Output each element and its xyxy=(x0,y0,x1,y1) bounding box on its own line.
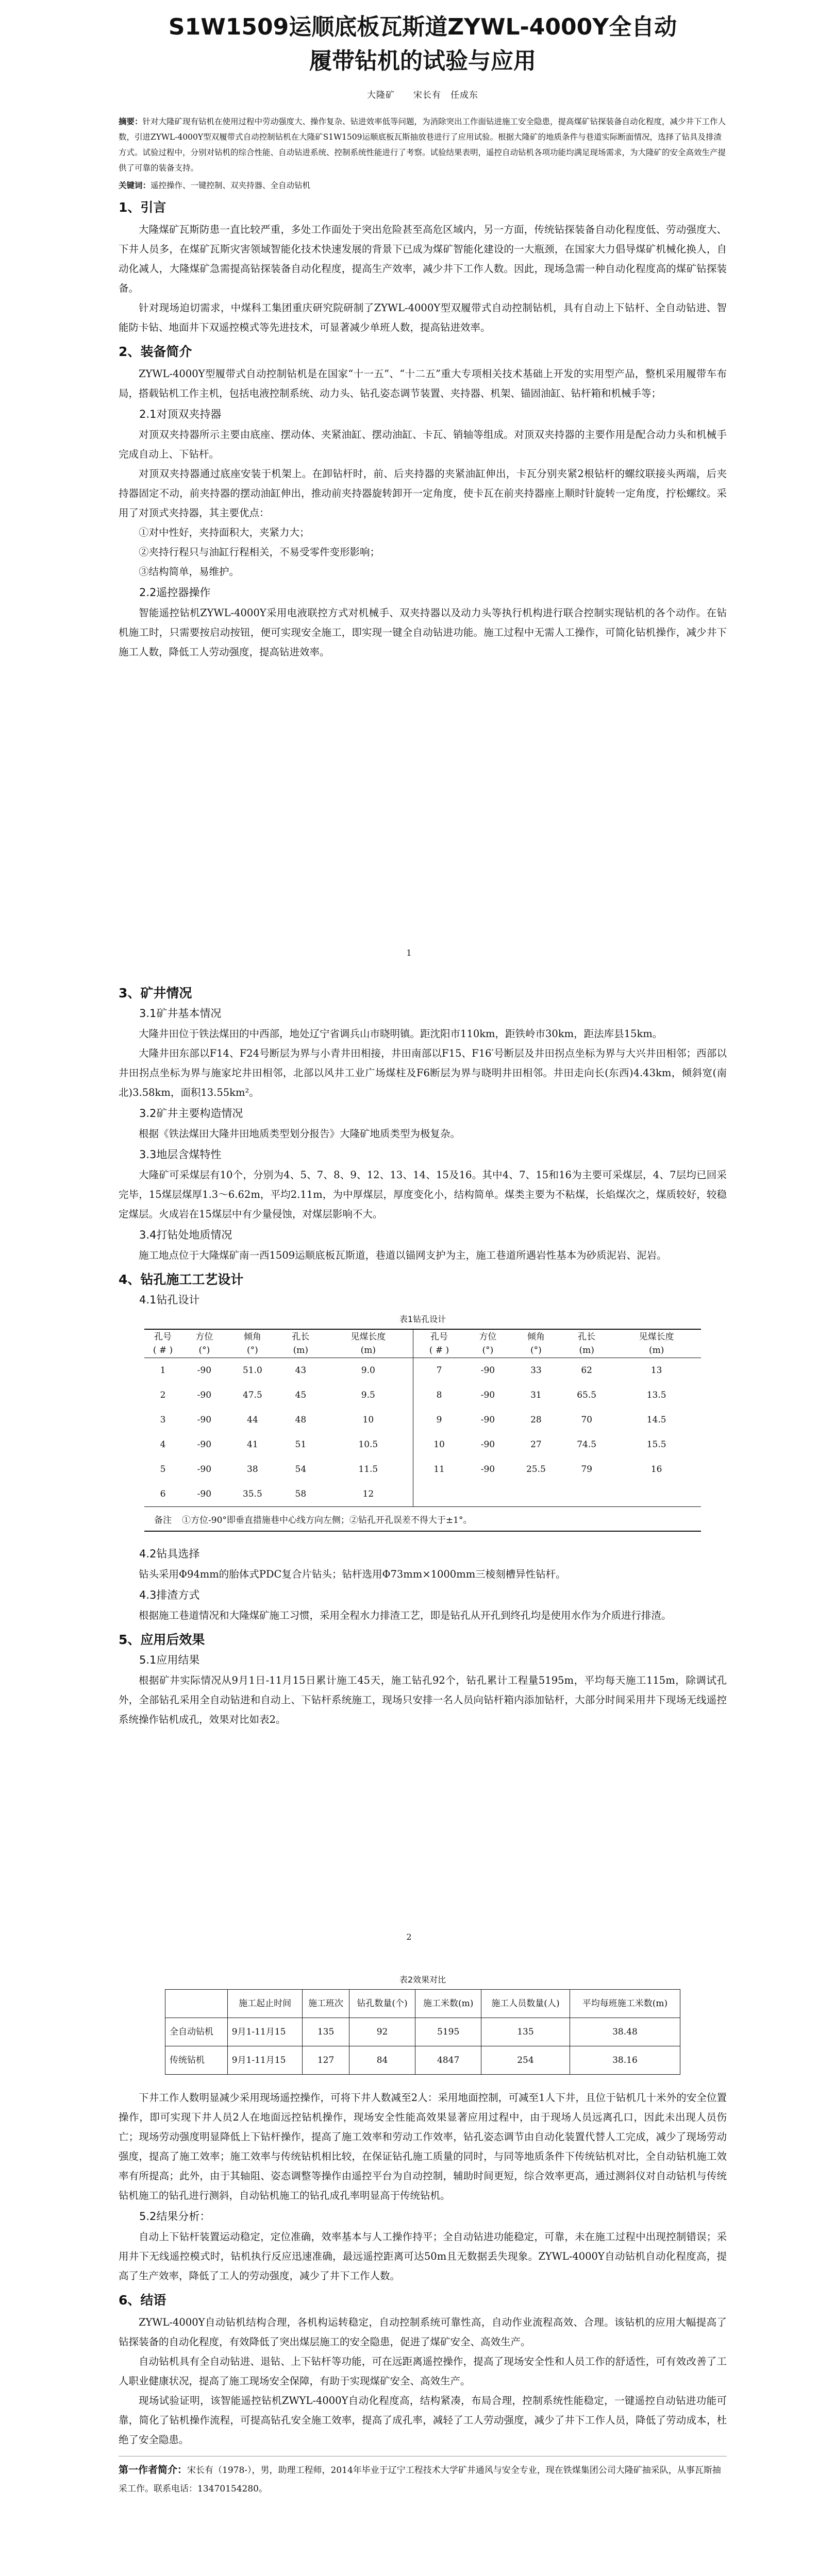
table-1-cell xyxy=(413,1482,465,1507)
keywords-label: 关键词： xyxy=(119,181,151,190)
table-1-cell: 65.5 xyxy=(577,1390,597,1400)
table-1-cell: -90 xyxy=(197,1489,212,1499)
table-2-cell: 4847 xyxy=(415,2046,481,2075)
table-2-header-row xyxy=(165,1990,680,2018)
table-1-cell: 27 xyxy=(530,1439,542,1450)
page-2 xyxy=(0,969,818,1958)
table-1-cell xyxy=(561,1482,612,1507)
table-1-cell: 25.5 xyxy=(526,1464,546,1475)
page-number-2: 2 xyxy=(406,1932,412,1942)
table-1-cell: 38 xyxy=(247,1464,258,1475)
table-1-cell: -90 xyxy=(480,1365,495,1376)
table-1-cell: 35.5 xyxy=(242,1489,262,1499)
page-number-1: 1 xyxy=(406,948,412,958)
table-1-header: 孔号 ( # ) xyxy=(413,1329,465,1358)
table-1-cell: 9 xyxy=(413,1408,465,1432)
title-line-2: 履带钻机的试验与应用 xyxy=(309,48,536,74)
table-2-cell: 9月1-11月15 xyxy=(227,2018,303,2046)
section-2-heading: 2、装备简介 xyxy=(119,344,192,359)
table-2-row xyxy=(165,2046,680,2075)
title-line-1: S1W1509运顺底板瓦斯道ZYWL-4000Y全自动 xyxy=(168,14,677,40)
table-1-cell xyxy=(511,1482,561,1507)
table-1-cell: 10 xyxy=(413,1432,465,1457)
section-6-para-1: ZYWL-4000Y自动钻机结构合理，各机构运转稳定，自动控制系统可靠性高，自动作业流程高效、合理。该钻机的应用大幅提高了钻探装备的自动化程度，有效降低了突出煤层施工的安全隐患，促进了煤矿安全、高效生产。 xyxy=(119,2316,727,2348)
table-2-cell: 9月1-11月15 xyxy=(227,2046,303,2075)
table-2-header: 施工起止时间 xyxy=(227,1990,303,2018)
section-3-1-para-2: 大隆井田东部以F14、F24号断层为界与小青井田相接，井田南部以F15、F16′号断层及井田拐点坐标为界与大兴井田相邻；西部以井田拐点坐标为界与施家坨井田相邻，北部以风井工业广场煤柱及F6断层为界与晓明井田相邻。井田走向长(东西)4.43km，倾斜宽(南北)3.58km，面积13.55km²。 xyxy=(119,1047,727,1098)
table-2-header: 施工班次 xyxy=(303,1990,349,2018)
keywords xyxy=(119,178,727,193)
table-1-cell: 11 xyxy=(413,1457,465,1482)
section-3-2-heading: 3.2矿井主要构造情况 xyxy=(139,1107,243,1120)
table-1-cell: 5 xyxy=(160,1464,166,1475)
table-1-cell: 2 xyxy=(160,1390,166,1400)
table-1-cell: -90 xyxy=(197,1365,212,1376)
table-2-header: 施工人员数量(人) xyxy=(481,1990,570,2018)
section-3-3-para-1: 大隆矿可采煤层有10个，分别为4、5、7、8、9、12、13、14、15及16。其中4、7、15和16为主要可采煤层，4、7层均已回采完毕，15煤层煤厚1.3～6.62m，平均2.11m，为中厚煤层，厚度变化小，结构简单。煤类主要为不粘煤，长焰煤次之，煤质较好，较稳定煤层。火成岩在15煤层中有少量侵蚀，对煤层影响不大。 xyxy=(119,1169,727,1220)
table-1-cell: 51 xyxy=(295,1439,307,1450)
table-1-header: 倾角 (°) xyxy=(227,1329,278,1358)
section-2-1-para-2: 对顶双夹持器通过底座安装于机架上。在卸钻杆时，前、后夹持器的夹紧油缸伸出，卡瓦分别夹紧2根钻杆的螺纹联接头两端，后夹持器固定不动，前夹持器的摆动油缸伸出，推动前夹持器旋转卸开一定角度，使卡瓦在前夹持器座上顺时针旋转一定角度，拧松螺纹。采用了对顶式夹持器，其主要优点： xyxy=(119,468,727,519)
table-1-cell xyxy=(612,1482,701,1507)
table-1-row xyxy=(144,1457,701,1482)
section-2-para-1: ZYWL-4000Y型履带式自动控制钻机是在国家“十一五”、“十二五”重大专项相关技术基础上开发的实用型产品，整机采用履带车布局，搭载钻机工作主机，包括电液控制系统、动力头、钻孔姿态调节装置、夹持器、机架、锚固油缸、钻杆箱和机械手等； xyxy=(119,368,727,399)
abstract-text: 针对大隆矿现有钻机在使用过程中劳动强度大、操作复杂、钻进效率低等问题，为消除突出工作面钻进施工安全隐患，提高煤矿钻探装备自动化程度，减少井下工作人数，引进ZYWL-4000Y型双履带式自动控制钻机在大隆矿S1W1509运顺底板瓦斯抽放巷进行了应用试验。根据大隆矿的地质条件与巷道实际断面情况，选择了钻具及排渣方式。试验过程中，分别对钻机的综合性能、自动钻进系统、控制系统性能进行了考察。试验结果表明，遥控自动钻机各项功能均满足现场需求，为大隆矿的安全高效生产提供了可靠的装备支持。 xyxy=(119,117,726,173)
table-2-cell: 38.48 xyxy=(570,2018,680,2046)
table-2-header: 施工米数(m) xyxy=(415,1990,481,2018)
table-1-cell: 9.5 xyxy=(361,1390,375,1400)
author-note-text: 宋长有（1978-），男，助理工程师，2014年毕业于辽宁工程技术大学矿井通风与安全专业，现在铁煤集团公司大隆矿抽采队，从事瓦斯抽采工作。联系电话：13470154280。 xyxy=(119,2465,721,2494)
section-3-2-para-1: 根据《铁法煤田大隆井田地质类型划分报告》大隆矿地质类型为极复杂。 xyxy=(139,1128,461,1140)
section-1-para-1: 大隆煤矿瓦斯防患一直比较严重，多处工作面处于突出危险甚至高危区域内，另一方面，传统钻探装备自动化程度低、劳动强度大、下井人员多，在煤矿瓦斯灾害领域智能化技术快速发展的背景下已成为煤矿智能化建设的一大瓶颈，在国家大力倡导煤矿机械化换人，自动化减人，大隆煤矿急需提高钻探装备自动化程度，提高生产效率，减少井下工作人数。因此，现场急需一种自动化程度高的煤矿钻探装备。 xyxy=(119,224,727,294)
section-6-para-3: 现场试验证明，该智能遥控钻机ZWYL-4000Y自动化程度高，结构紧凑，布局合理，控制系统性能稳定，一键遥控自动钻进功能可靠，简化了钻机操作流程，可提高钻孔安全施工效率，提高了成孔率，减轻了工人劳动强度，减少了井下工作人员，降低了劳动成本，杜绝了安全隐患。 xyxy=(119,2395,727,2446)
section-1-heading: 1、引言 xyxy=(119,200,166,215)
table-1-note-label: 备注 xyxy=(144,1507,181,1532)
section-2-1-para-1: 对顶双夹持器所示主要由底座、摆动体、夹紧油缸、摆动油缸、卡瓦、销轴等组成。对顶双夹持器的主要作用是配合动力头和机械手完成自动上、下钻杆。 xyxy=(119,429,727,460)
table-1-cell: 51.0 xyxy=(242,1365,262,1376)
section-4-2-heading: 4.2钻具选择 xyxy=(139,1548,200,1560)
page-3 xyxy=(0,1958,818,2576)
page-1 xyxy=(0,0,818,969)
table-1-cell: 79 xyxy=(581,1464,592,1475)
table-2-cell: 92 xyxy=(349,2018,415,2046)
table-1-cell xyxy=(465,1482,511,1507)
table-1-cell: 44 xyxy=(247,1415,258,1425)
table-1-cell: -90 xyxy=(480,1415,495,1425)
table-2-cell: 135 xyxy=(481,2018,570,2046)
table-1-cell: 13 xyxy=(650,1365,662,1376)
section-4-2-para-1: 钻头采用Φ94mm的胎体式PDC复合片钻头；钻杆选用Φ73mm×1000mm三棱刻槽异性钻杆。 xyxy=(139,1568,566,1580)
author-note-label: 第一作者简介： xyxy=(119,2464,188,2476)
table-1-cell: 1 xyxy=(160,1365,166,1376)
section-6-para-2: 自动钻机具有全自动钻进、退钻、上下钻杆等功能，可在远距离遥控操作，提高了现场安全性和人员工作的舒适性，可有效改善了工人职业健康状况，提高了施工现场安全保障，有助于实现煤矿安全、高效生产。 xyxy=(119,2355,727,2387)
table-1-cell: 28 xyxy=(530,1415,542,1425)
keywords-text: 遥控操作、一键控制、双夹持器、全自动钻机 xyxy=(151,181,311,190)
table-1-header: 见煤长度 (m) xyxy=(612,1329,701,1358)
section-5-heading: 5、应用后效果 xyxy=(119,1632,205,1647)
table-1-cell: 3 xyxy=(160,1415,166,1425)
table-2-cell: 5195 xyxy=(415,2018,481,2046)
section-5-para-after-table: 下井工作人数明显减少采用现场遥控操作，可将下井人数减至2人：采用地面控制，可减至1人下井，且位于钻机几十米外的安全位置操作，即可实现下井人员2人在地面远控钻机操作，现场安全性能高效果显著应用过程中，由于现场人员远离孔口，因此未出现人员伤亡；现场劳动强度明显降低上下钻杆操作，提高了施工效率和劳动工作效率，钻孔姿态调节由自动化装置代替人工完成，减少了现场劳动强度，提高了施工效率；施工效率与传统钻机相比较，在保证钻孔施工质量的同时，与同等地质条件下传统钻机对比，全自动钻机施工效率有所提高；此外，由于其轴阻、姿态调整等操作由遥控平台为自动控制，辅助时间更短，综合效率更高，通过测斜仪对自动钻机与传统钻机施工的钻孔进行测斜，自动钻机施工的钻孔成孔率明显高于传统钻机。 xyxy=(119,2092,727,2201)
table-1-cell: 70 xyxy=(581,1415,592,1425)
table-2-header: 钻孔数量(个) xyxy=(349,1990,415,2018)
table-1-cell: -90 xyxy=(197,1439,212,1450)
table-1-note: ①方位-90°即垂直措施巷中心线方向左侧；②钻孔开孔误差不得大于±1°。 xyxy=(181,1507,701,1532)
table-1-cell: 48 xyxy=(295,1415,307,1425)
table-2-effect-comparison xyxy=(165,1989,680,2075)
section-4-3-heading: 4.3排渣方式 xyxy=(139,1589,200,1601)
advantage-item-1: ①对中性好，夹持面积大，夹紧力大； xyxy=(139,527,310,538)
table-1-cell: 58 xyxy=(295,1489,307,1499)
table-1-cell: -90 xyxy=(480,1464,495,1475)
table-1-cell: 45 xyxy=(295,1390,307,1400)
table-1-cell: 11.5 xyxy=(358,1464,378,1475)
table-1-header: 孔号 ( # ) xyxy=(144,1329,181,1358)
advantage-item-2: ②夹持行程只与油缸行程相关，不易受零件变形影响； xyxy=(139,546,380,558)
table-1-cell: 9.0 xyxy=(361,1365,375,1376)
table-1-drill-design xyxy=(144,1329,701,1532)
table-1-cell: 12 xyxy=(362,1489,374,1499)
table-2-cell: 传统钻机 xyxy=(165,2046,228,2075)
table-1-cell: 15.5 xyxy=(646,1439,666,1450)
section-3-1-heading: 3.1矿井基本情况 xyxy=(139,1007,222,1020)
table-1-cell: 4 xyxy=(160,1439,166,1450)
table-1-row xyxy=(144,1383,701,1408)
section-6-heading: 6、结语 xyxy=(119,2293,166,2308)
table-1-row xyxy=(144,1408,701,1432)
section-2-2-heading: 2.2遥控器操作 xyxy=(139,586,211,599)
table-2-cell: 84 xyxy=(349,2046,415,2075)
table-1-cell: 16 xyxy=(650,1464,662,1475)
table-1-cell: 54 xyxy=(295,1464,307,1475)
section-2-2-para-1: 智能遥控钻机ZYWL-4000Y采用电液联控方式对机械手、双夹持器以及动力头等执行机构进行联合控制实现钻机的各个动作。在钻机施工时，只需要按启动按钮，便可实现安全施工，即实现一键全自动钻进功能。施工过程中无需人工操作，可简化钻机操作，减少井下施工人数，降低工人劳动强度，提高钻进效率。 xyxy=(119,607,727,658)
section-3-heading: 3、矿井情况 xyxy=(119,986,192,1001)
section-3-1-para-1: 大隆井田位于铁法煤田的中西部，地处辽宁省调兵山市晓明镇。距沈阳市110km，距铁岭市30km，距法库县15km。 xyxy=(139,1028,663,1040)
section-4-heading: 4、钻孔施工工艺设计 xyxy=(119,1272,244,1287)
table-1-row xyxy=(144,1432,701,1457)
table-1-header: 倾角 (°) xyxy=(511,1329,561,1358)
article-title xyxy=(119,10,727,78)
table-1-header: 孔长 (m) xyxy=(278,1329,324,1358)
table-2-caption: 表2效果对比 xyxy=(399,1975,446,1985)
table-2-body xyxy=(165,2018,680,2075)
table-1-cell: 10 xyxy=(362,1415,374,1425)
table-1-row xyxy=(144,1482,701,1507)
table-1-header: 方位 (°) xyxy=(465,1329,511,1358)
table-1-cell: 8 xyxy=(413,1383,465,1408)
table-2-header: 平均每班施工米数(m) xyxy=(570,1990,680,2018)
table-1-header-row xyxy=(144,1329,701,1358)
table-1-cell: -90 xyxy=(197,1464,212,1475)
page-3-content xyxy=(119,1968,727,2498)
section-4-1-heading: 4.1钻孔设计 xyxy=(139,1294,200,1306)
page-1-content xyxy=(119,10,727,662)
table-2-cell: 38.16 xyxy=(570,2046,680,2075)
table-1-body xyxy=(144,1358,701,1507)
table-1-cell: -90 xyxy=(197,1415,212,1425)
table-1-cell: 10.5 xyxy=(358,1439,378,1450)
table-2-header xyxy=(165,1990,228,2018)
table-1-cell: 74.5 xyxy=(577,1439,597,1450)
table-1-cell: 7 xyxy=(413,1358,465,1383)
table-1-cell: 47.5 xyxy=(242,1390,262,1400)
section-3-4-heading: 3.4打钻处地质情况 xyxy=(139,1229,232,1241)
table-1-row xyxy=(144,1358,701,1383)
section-1-para-2: 针对现场迫切需求，中煤科工集团重庆研究院研制了ZYWL-4000Y型双履带式自动控制钻机，具有自动上下钻杆、全自动钻进、智能防卡钻、地面井下双遥控模式等先进技术，可显著减少单班人数，提高钻进效率。 xyxy=(119,302,727,333)
section-5-2-heading: 5.2结果分析： xyxy=(139,2210,211,2223)
table-1-cell: 43 xyxy=(295,1365,307,1376)
table-1-header: 方位 (°) xyxy=(181,1329,227,1358)
table-2-cell: 127 xyxy=(303,2046,349,2075)
table-2-cell: 全自动钻机 xyxy=(165,2018,228,2046)
table-1-note-row xyxy=(144,1507,701,1532)
table-2-cell: 135 xyxy=(303,2018,349,2046)
table-1-cell: 41 xyxy=(247,1439,258,1450)
section-5-1-heading: 5.1应用结果 xyxy=(139,1654,200,1666)
authors: 大隆矿 宋长有 任成东 xyxy=(367,90,478,100)
table-2-row xyxy=(165,2018,680,2046)
section-3-4-para-1: 施工地点位于大隆煤矿南一西1509运顺底板瓦斯道，巷道以锚网支护为主，施工巷道所遇岩性基本为砂质泥岩、泥岩。 xyxy=(139,1249,667,1261)
table-1-cell: 33 xyxy=(530,1365,542,1376)
table-1-header: 见煤长度 (m) xyxy=(324,1329,413,1358)
table-2-cell: 254 xyxy=(481,2046,570,2075)
table-1-cell: -90 xyxy=(197,1390,212,1400)
table-1-cell: -90 xyxy=(480,1390,495,1400)
table-1-cell: 6 xyxy=(160,1489,166,1499)
abstract xyxy=(119,114,727,176)
table-1-caption: 表1钻孔设计 xyxy=(399,1314,446,1324)
section-3-3-heading: 3.3地层含煤特性 xyxy=(139,1148,222,1161)
table-1-cell: 14.5 xyxy=(646,1415,666,1425)
section-2-1-heading: 2.1对顶双夹持器 xyxy=(139,408,222,420)
page-2-content xyxy=(119,979,727,1730)
section-5-2-para-1: 自动上下钻杆装置运动稳定，定位准确，效率基本与人工操作持平；全自动钻进功能稳定，可靠，未在施工过程中出现控制错误；采用井下无线遥控模式时，钻机执行反应迅速准确，最远遥控距离可达50m且无数据丢失现象。ZYWL-4000Y自动钻机自动化程度高，提高了生产效率，降低了工人的劳动强度，减少了井下工作人数。 xyxy=(119,2231,727,2282)
abstract-label: 摘要： xyxy=(119,117,143,126)
table-1-cell: 62 xyxy=(581,1365,592,1376)
table-1-header: 孔长 (m) xyxy=(561,1329,612,1358)
table-1-cell: 13.5 xyxy=(646,1390,666,1400)
section-4-3-para-1: 根据施工巷道情况和大隆煤矿施工习惯，采用全程水力排渣工艺，即是钻孔从开孔到终孔均是使用水作为介质进行排渣。 xyxy=(139,1609,672,1621)
section-5-1-para-1: 根据矿井实际情况从9月1日-11月15日累计施工45天，施工钻孔92个，钻孔累计工程量5195m，平均每天施工115m，除调试孔外，全部钻孔采用全自动钻进和自动上、下钻杆系统施工，现场只安排一名人员向钻杆箱内添加钻杆，大部分时间采用井下现场无线遥控系统操作钻机成孔，效果对比如表2。 xyxy=(119,1674,727,1725)
advantage-item-3: ③结构简单，易维护。 xyxy=(139,566,240,578)
author-note xyxy=(119,2456,727,2498)
table-1-cell: -90 xyxy=(480,1439,495,1450)
table-1-cell: 31 xyxy=(530,1390,542,1400)
